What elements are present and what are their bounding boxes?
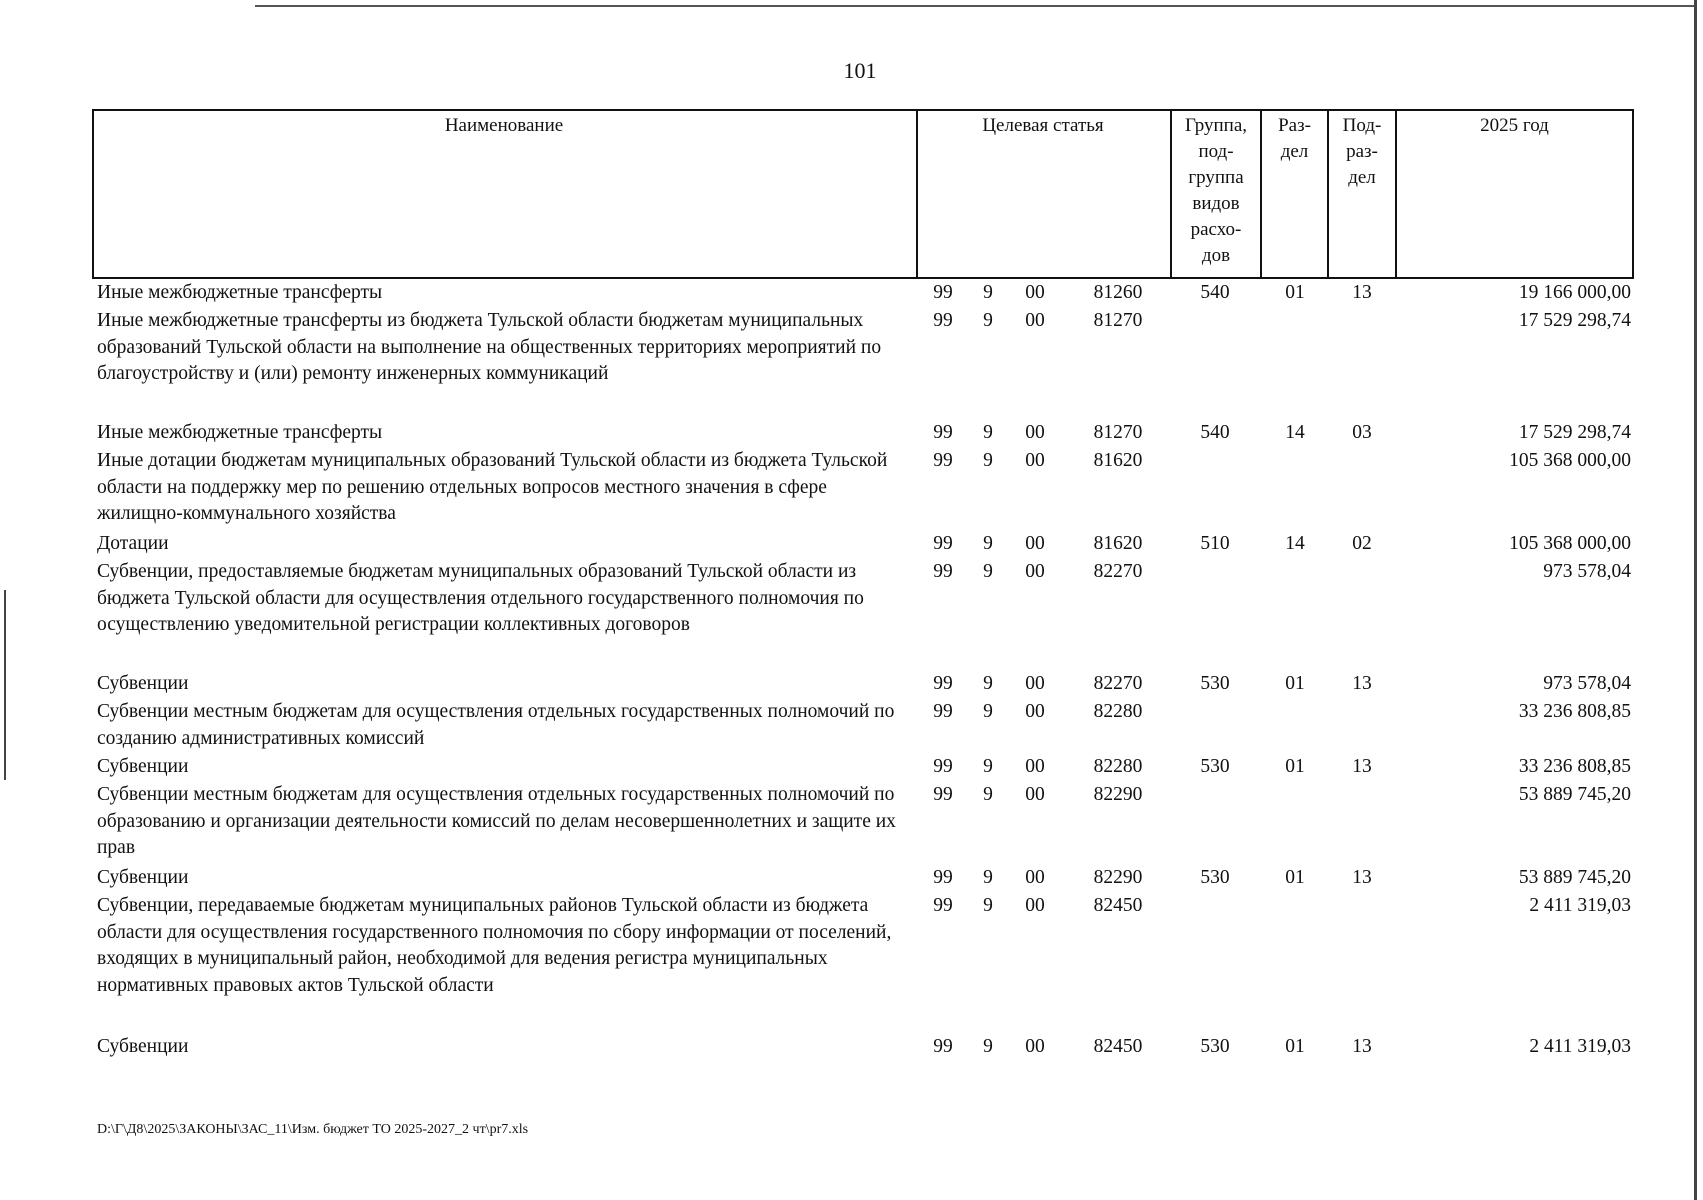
row-amount: 33 236 808,85 [1518, 701, 1631, 722]
section-line: дел [1280, 141, 1309, 162]
row-code-subprogram: 9 [983, 310, 993, 331]
row-section: 01 [1285, 282, 1305, 303]
subsection-line: раз- [1346, 141, 1378, 162]
row-expense-group: 510 [1200, 533, 1230, 554]
row-name: Иные межбюджетные трансферты из бюджета Тульской области бюджетам муниципальных образований Тульской области на выполнение на общественных территориях мероприятий по благоустройству и (или) ремонту инженерных коммуникаций [97, 310, 882, 384]
row-code-program: 99 [933, 701, 953, 722]
row-amount: 2 411 319,03 [1529, 1036, 1631, 1057]
row-code-program: 99 [933, 756, 953, 777]
row-code-structure: 00 [1025, 756, 1045, 777]
row-name: Субвенции [97, 673, 189, 694]
row-name: Иные межбюджетные трансферты [97, 282, 383, 303]
row-subsection: 13 [1352, 282, 1372, 303]
row-amount: 17 529 298,74 [1518, 422, 1631, 443]
row-name: Субвенции [97, 756, 189, 777]
row-code-structure: 00 [1025, 310, 1045, 331]
row-code-subprogram: 9 [983, 422, 993, 443]
row-section: 01 [1285, 1036, 1305, 1057]
row-amount: 19 166 000,00 [1518, 282, 1631, 303]
row-code-direction: 82280 [1093, 701, 1143, 722]
row-code-program: 99 [933, 1036, 953, 1057]
row-name: Субвенции [97, 867, 189, 888]
row-code-direction: 81260 [1093, 282, 1143, 303]
row-code-direction: 81620 [1093, 450, 1143, 471]
row-code-subprogram: 9 [983, 784, 993, 805]
row-code-structure: 00 [1025, 673, 1045, 694]
row-amount: 105 368 000,00 [1509, 533, 1631, 554]
row-amount: 2 411 319,03 [1529, 895, 1631, 916]
subsection-line: Под- [1342, 115, 1382, 136]
row-name: Дотации [97, 533, 169, 554]
row-section: 14 [1285, 422, 1305, 443]
header-bottom-border [92, 277, 1634, 279]
row-code-direction: 82290 [1093, 867, 1143, 888]
row-expense-group: 530 [1200, 867, 1230, 888]
row-amount: 973 578,04 [1543, 561, 1631, 582]
expense-group-line: под- [1198, 141, 1234, 162]
scan-top-edge [255, 5, 1695, 7]
row-code-structure: 00 [1025, 450, 1045, 471]
row-code-structure: 00 [1025, 867, 1045, 888]
row-amount: 973 578,04 [1543, 673, 1631, 694]
row-code-direction: 82450 [1093, 1036, 1143, 1057]
col-header-subsection [1329, 113, 1395, 191]
row-expense-group: 530 [1200, 1036, 1230, 1057]
row-code-structure: 00 [1025, 533, 1045, 554]
subsection-line: дел [1348, 167, 1376, 188]
row-code-program: 99 [933, 422, 953, 443]
row-code-program: 99 [933, 282, 953, 303]
expense-group-line: расхо- [1190, 219, 1242, 240]
row-name: Субвенции местным бюджетам для осуществления отдельных государственных полномочий по образованию и организации деятельности комиссий по делам несовершеннолетних и защите их прав [97, 784, 896, 858]
expense-group-line: видов [1192, 193, 1240, 214]
col-header-name: Наименование [444, 115, 564, 136]
row-code-structure: 00 [1025, 561, 1045, 582]
header-right-border [1632, 109, 1634, 279]
row-code-subprogram: 9 [983, 282, 993, 303]
row-code-structure: 00 [1025, 701, 1045, 722]
row-section: 01 [1285, 673, 1305, 694]
expense-group-line: группа [1188, 167, 1244, 188]
row-name: Иные межбюджетные трансферты [97, 422, 383, 443]
row-code-subprogram: 9 [983, 701, 993, 722]
page-number: 101 [843, 58, 877, 83]
row-subsection: 13 [1352, 673, 1372, 694]
row-code-subprogram: 9 [983, 533, 993, 554]
row-code-program: 99 [933, 895, 953, 916]
row-code-direction: 82270 [1093, 673, 1143, 694]
row-code-subprogram: 9 [983, 867, 993, 888]
row-expense-group: 530 [1200, 673, 1230, 694]
row-code-direction: 81620 [1093, 533, 1143, 554]
row-amount: 17 529 298,74 [1518, 310, 1631, 331]
row-section: 01 [1285, 867, 1305, 888]
row-code-program: 99 [933, 533, 953, 554]
row-code-program: 99 [933, 310, 953, 331]
col-header-year: 2025 год [1480, 115, 1549, 136]
row-subsection: 02 [1352, 533, 1372, 554]
footer-file-path: D:\Г\Д8\2025\ЗАКОНЫ\ЗАС_11\Изм. бюджет ТО 2025-2027_2 чт\pr7.xls [97, 1122, 529, 1137]
row-code-subprogram: 9 [983, 450, 993, 471]
row-subsection: 13 [1352, 867, 1372, 888]
row-code-program: 99 [933, 784, 953, 805]
row-subsection: 03 [1352, 422, 1372, 443]
row-code-structure: 00 [1025, 784, 1045, 805]
row-code-program: 99 [933, 450, 953, 471]
row-amount: 33 236 808,85 [1518, 756, 1631, 777]
row-section: 14 [1285, 533, 1305, 554]
expense-group-line: Группа, [1184, 115, 1248, 136]
section-line: Раз- [1278, 115, 1311, 136]
row-amount: 53 889 745,20 [1518, 784, 1631, 805]
row-subsection: 13 [1352, 756, 1372, 777]
row-section: 01 [1285, 756, 1305, 777]
row-code-structure: 00 [1025, 422, 1045, 443]
row-code-subprogram: 9 [983, 756, 993, 777]
row-amount: 105 368 000,00 [1509, 450, 1631, 471]
row-code-direction: 82280 [1093, 756, 1143, 777]
col-header-expense-group [1172, 113, 1260, 269]
row-amount: 53 889 745,20 [1518, 867, 1631, 888]
col-header-section [1262, 113, 1327, 165]
row-code-subprogram: 9 [983, 1036, 993, 1057]
row-expense-group: 530 [1200, 756, 1230, 777]
expense-group-line: дов [1201, 245, 1231, 266]
row-code-subprogram: 9 [983, 673, 993, 694]
row-code-direction: 82290 [1093, 784, 1143, 805]
row-code-program: 99 [933, 561, 953, 582]
row-name: Субвенции местным бюджетам для осуществления отдельных государственных полномочий по созданию административных комиссий [97, 701, 895, 749]
row-code-program: 99 [933, 673, 953, 694]
scan-right-edge [1694, 0, 1697, 1200]
row-name: Субвенции [97, 1036, 189, 1057]
row-name: Субвенции, передаваемые бюджетам муниципальных районов Тульской области из бюджета области для осуществления государственного полномочия по сбору информации от поселений, входящих в муниципальный район, необходимой для ведения регистра муниципальных нормативных правовых актов Тульской области [97, 895, 892, 996]
col-header-target-article: Целевая статья [982, 115, 1104, 136]
row-name: Субвенции, предоставляемые бюджетам муниципальных образований Тульской области из бюджета Тульской области для осуществления отдельного государственного полномочия по осуществлению уведомительной регистрации коллективных договоров [97, 561, 864, 635]
row-code-direction: 81270 [1093, 422, 1143, 443]
row-subsection: 13 [1352, 1036, 1372, 1057]
row-name: Иные дотации бюджетам муниципальных образований Тульской области из бюджета Тульской области на поддержку мер по решению отдельных вопросов местного значения в сфере жилищно-коммунального хозяйства [97, 450, 888, 524]
scan-left-mark [4, 590, 6, 780]
row-code-structure: 00 [1025, 1036, 1045, 1057]
row-expense-group: 540 [1200, 282, 1230, 303]
row-code-subprogram: 9 [983, 895, 993, 916]
row-code-direction: 82270 [1093, 561, 1143, 582]
header-top-border [92, 109, 1634, 111]
row-code-direction: 82450 [1093, 895, 1143, 916]
row-code-direction: 81270 [1093, 310, 1143, 331]
row-code-subprogram: 9 [983, 561, 993, 582]
row-code-structure: 00 [1025, 895, 1045, 916]
row-code-program: 99 [933, 867, 953, 888]
row-expense-group: 540 [1200, 422, 1230, 443]
row-code-structure: 00 [1025, 282, 1045, 303]
